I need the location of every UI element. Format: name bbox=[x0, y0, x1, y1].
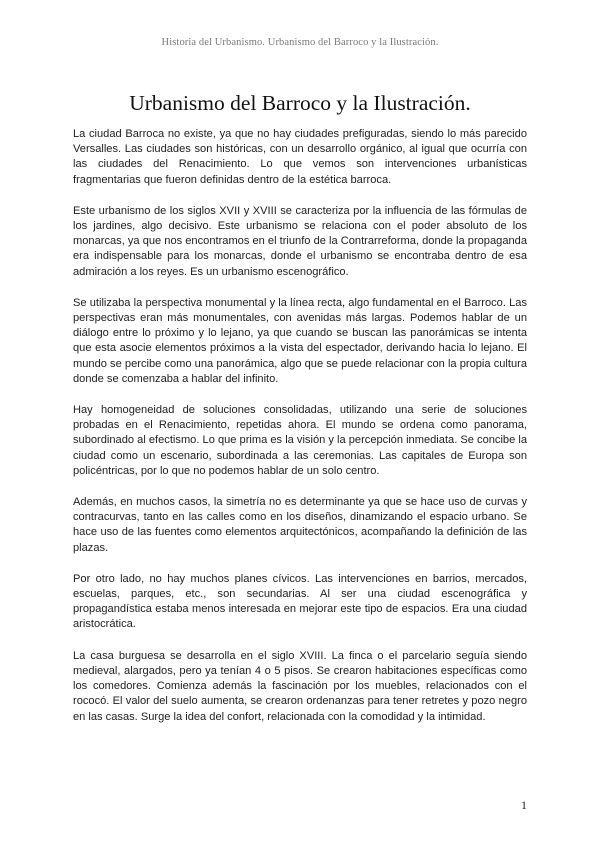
page-number: 1 bbox=[521, 798, 527, 812]
paragraph: Por otro lado, no hay muchos planes cívicos. Las intervenciones en barrios, mercados, escuelas, parques, etc., son secundarias. Al ser una ciudad escenográfica y propagandística estaba menos interesada en mejorar este tipo de espacios. Era una ciudad aristocrática. bbox=[73, 572, 527, 631]
paragraph: Se utilizaba la perspectiva monumental y la línea recta, algo fundamental en el Barroco. Las perspectivas eran más monumentales, con avenidas más largas. Podemos hablar de un diálogo entre lo próximo y lo lejano, ya que cuando se buscan las panorámicas se intenta que esta asocie elementos próximos a la vista del espectador, derivando hacia lo lejano. El mundo se percibe como una panorámica, algo que se puede relacionar con la propia cultura donde se comenzaba a hablar del infinito. bbox=[73, 296, 527, 385]
paragraph: Además, en muchos casos, la simetría no es determinante ya que se hace uso de curvas y contracurvas, tanto en las calles como en los diseños, dinamizando el espacio urbano. Se hace uso de las fuentes como elementos arquitectónicos, acompañando la definición de las plazas. bbox=[73, 496, 527, 554]
paragraph: Hay homogeneidad de soluciones consolidadas, utilizando una serie de soluciones probadas en el Renacimiento, repetidas ahora. El mundo se ordena como panorama, subordinado al efectismo. Lo que prima es la visión y la percepción inmediata. Se concibe la ciudad como un escenario, subordinada a las ceremonias. Las capitales de Europa son policéntricas, por lo que no podemos hablar de un solo centro. bbox=[73, 404, 527, 477]
running-header: Historia del Urbanismo. Urbanismo del Barroco y la Ilustración. bbox=[161, 37, 439, 48]
paragraph: La casa burguesa se desarrolla en el siglo XVIII. La finca o el parcelario seguía siendo medieval, alargados, pero ya tenían 4 o 5 pisos. Se crearon habitaciones específicas como los comedores. Comienza además la fascinación por los muebles, relacionados con el rococó. El valor del suelo aumenta, se crearon ordenanzas para tener retretes y pozo negro en las casas. Surge la idea del confort, relacionada con la comodidad y la intimidad. bbox=[73, 649, 527, 723]
paragraph: Este urbanismo de los siglos XVII y XVIII se caracteriza por la influencia de las fórmulas de los jardines, algo decisivo. Este urbanismo se relaciona con el poder absoluto de los monarcas, ya que nos encontramos en el triunfo de la Contrarreforma, donde la propaganda era indispensable para los monarcas, donde el urbanismo se encontraba dentro de esa admiración a los reyes. Es un urbanismo escenográfico. bbox=[73, 204, 527, 278]
document-body bbox=[73, 127, 527, 741]
document-title: Urbanismo del Barroco y la Ilustración. bbox=[129, 91, 471, 115]
paragraph: La ciudad Barroca no existe, ya que no hay ciudades prefiguradas, siendo lo más parecido Versalles. Las ciudades son históricas, con un desarrollo orgánico, al igual que ocurría con las ciudades del Renacimiento. Lo que vemos son intervenciones urbanísticas fragmentarias que fueron definidas dentro de la estética barroca. bbox=[73, 128, 527, 186]
